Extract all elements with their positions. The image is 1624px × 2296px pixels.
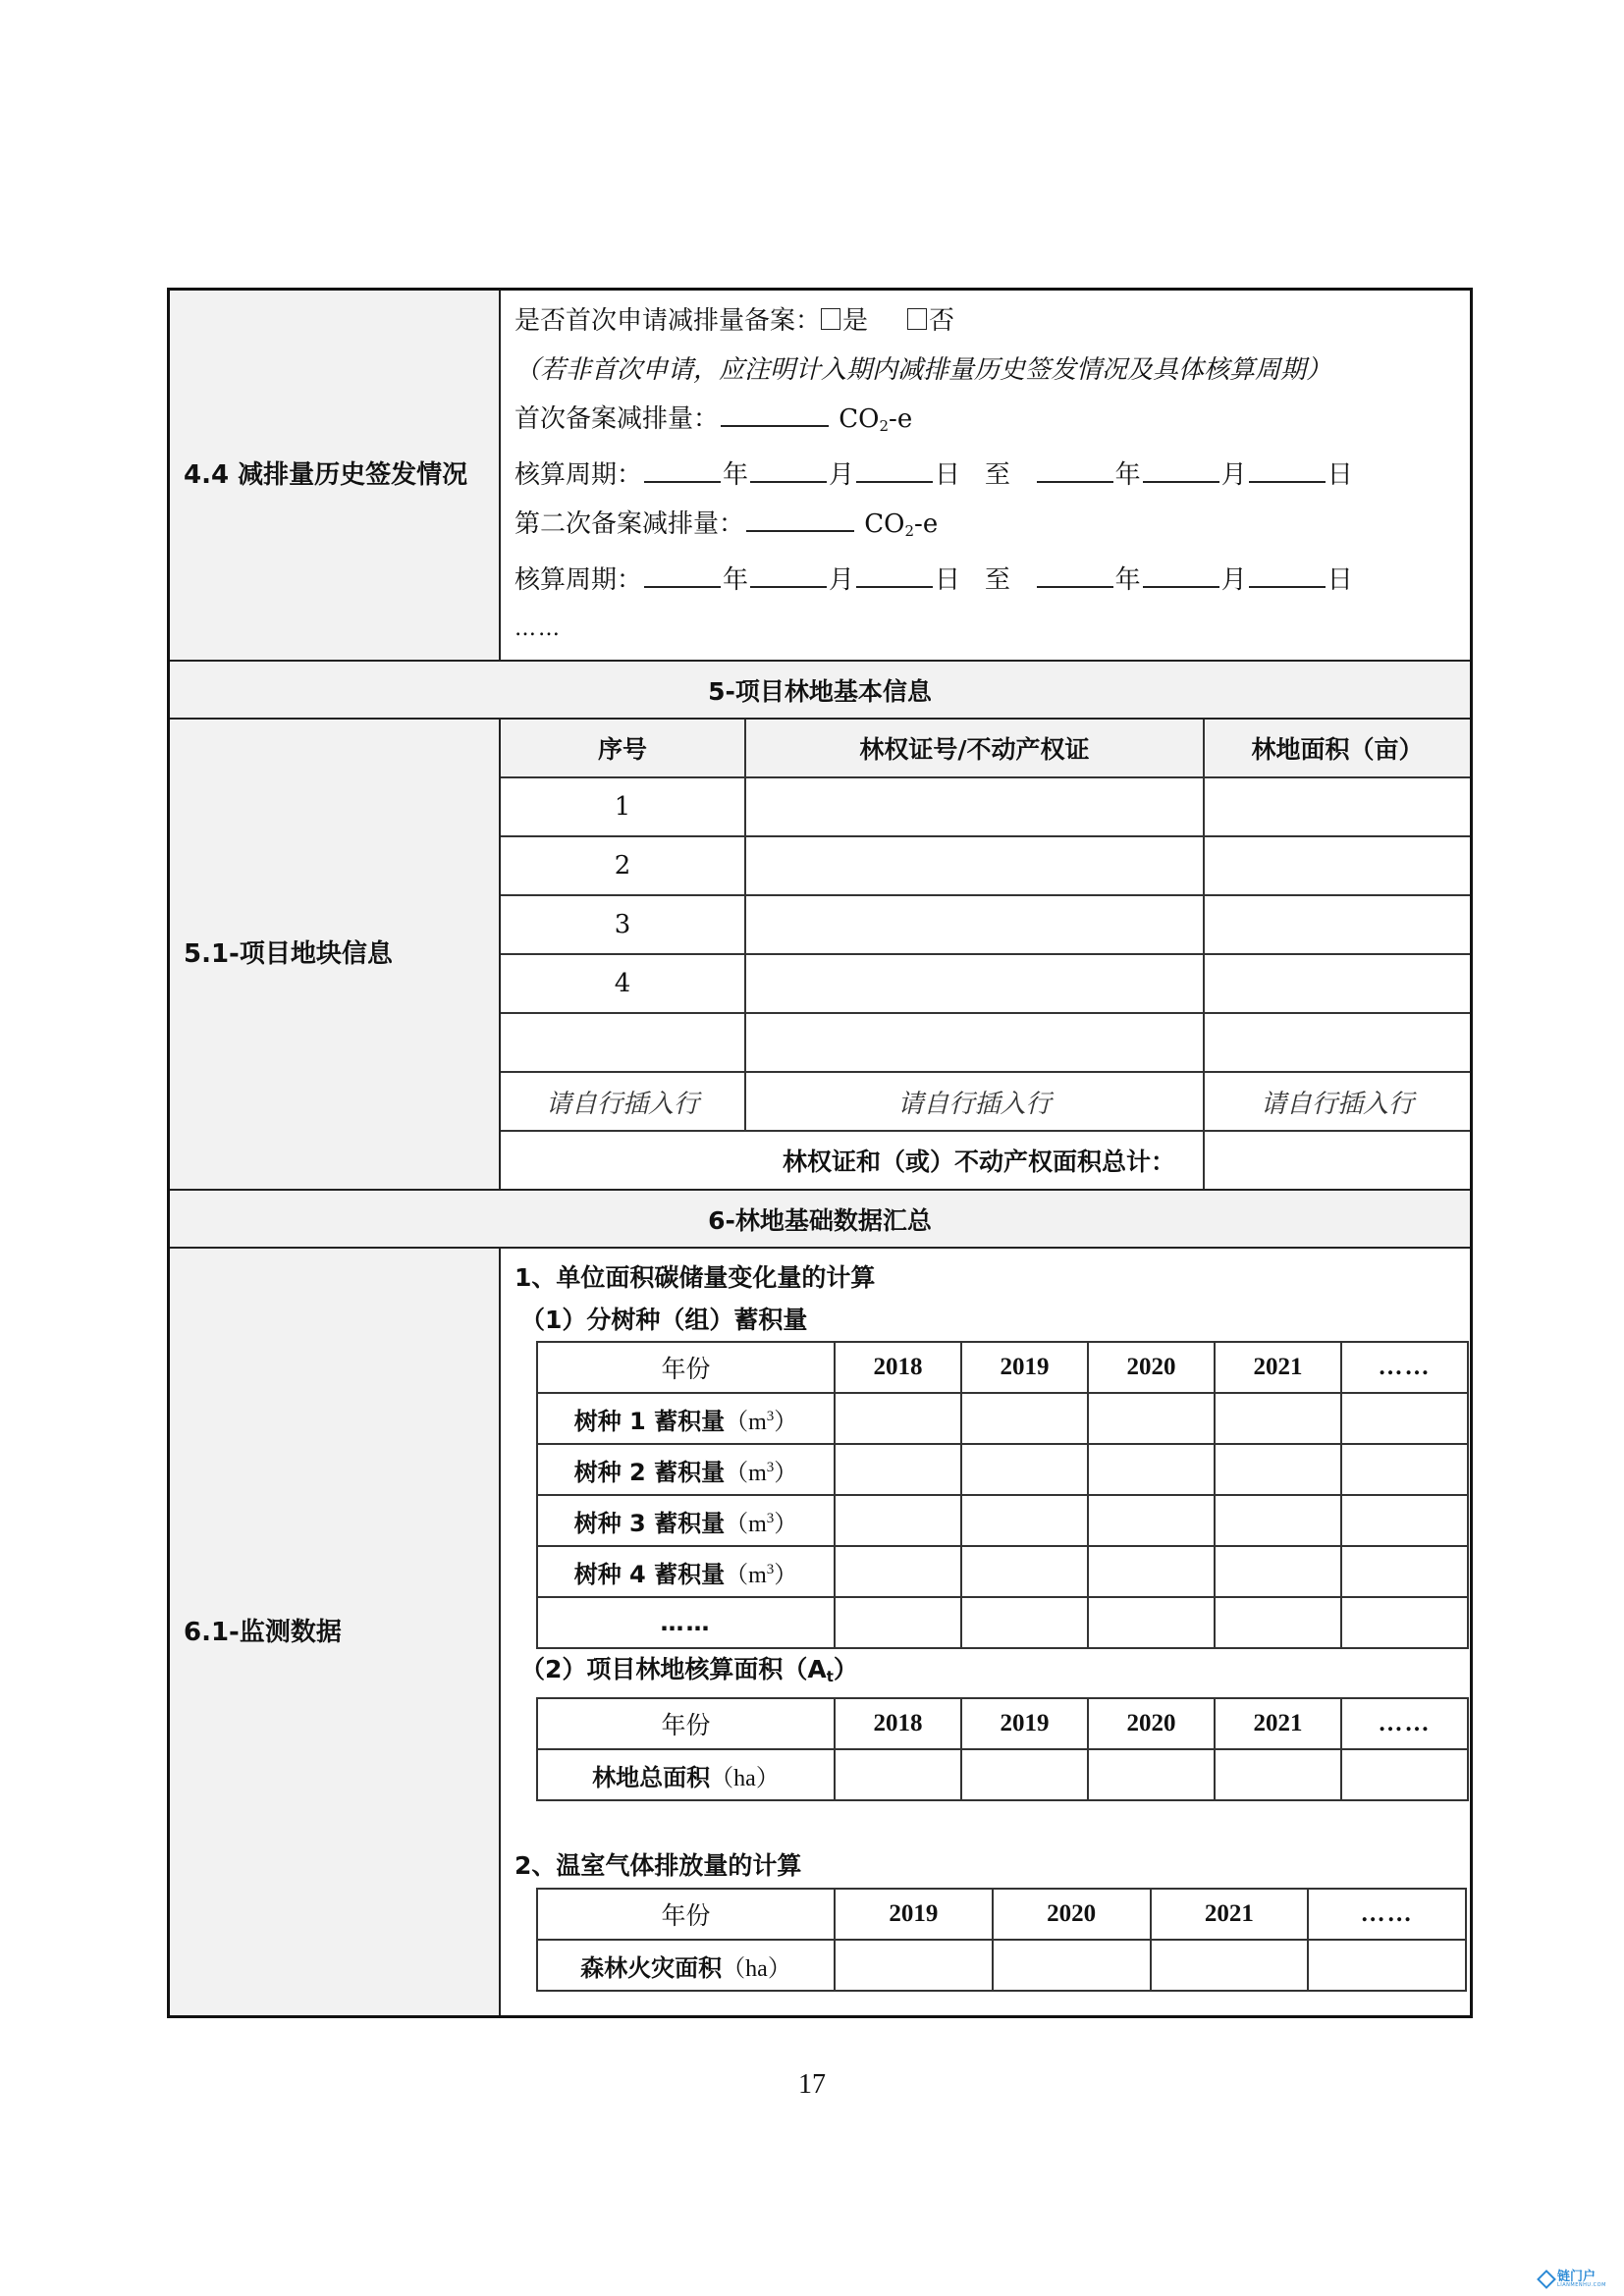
table-row [501,1013,1470,1072]
co2-unit: $CO_2-e$ [839,404,913,435]
watermark-logo-icon [1537,2269,1556,2289]
history-ellipsis: …… [514,616,562,641]
checkbox-yes[interactable] [821,308,840,330]
year-header-label: 年份 [537,1889,835,1940]
fire-area-label: 森林火灾面积（ha） [537,1940,835,1991]
value-cell[interactable] [1215,1444,1341,1495]
species-label: 树种 4 蓄积量$(m^3)$ [537,1546,835,1597]
row-index: 1 [501,777,745,836]
total-row [501,1131,1470,1189]
year-header: 2019 [835,1889,993,1940]
value-cell[interactable] [1341,1495,1468,1546]
watermark-url: LIANMENHU.COM [1557,2282,1606,2288]
value-cell[interactable] [961,1495,1088,1546]
table-row [537,1940,1466,1991]
value-cell[interactable] [1088,1393,1215,1444]
table-row [537,1393,1468,1444]
period-label: 核算周期： [514,565,643,595]
certificate-cell[interactable] [745,954,1204,1013]
value-cell[interactable] [1088,1597,1215,1648]
insert-hint: 请自行插入行 [501,1072,745,1131]
first-application-question: 是否首次申请减排量备案： [514,306,822,336]
year-header: 2020 [993,1889,1151,1940]
value-cell[interactable] [1088,1546,1215,1597]
stock-volume-table [536,1341,1469,1649]
first-record-label: 首次备案减排量： [514,404,720,434]
year-header: 2018 [835,1698,961,1749]
accounting-area-table [536,1697,1469,1801]
second-record-label: 第二次备案减排量： [514,509,745,539]
insert-hint: 请自行插入行 [745,1072,1204,1131]
area-cell[interactable] [1204,836,1470,895]
watermark-name: 链门户 [1557,2269,1597,2284]
table-row [501,777,1470,836]
value-cell[interactable] [835,1940,993,1991]
form-table [167,288,1473,2018]
start-month-blank[interactable] [750,454,827,483]
first-record-line [514,395,1456,451]
table-row [537,1444,1468,1495]
start-year-blank[interactable] [644,559,721,588]
year-header: 2018 [835,1342,961,1393]
total-value[interactable] [1204,1131,1470,1189]
checkbox-no[interactable] [907,308,927,330]
row-index: 2 [501,836,745,895]
column-header: 序号 [501,720,745,777]
value-cell[interactable] [1341,1546,1468,1597]
area-cell[interactable] [1204,895,1470,954]
fire-area-table [536,1888,1467,1992]
table-row [537,1495,1468,1546]
end-year-blank[interactable] [1037,559,1113,588]
value-cell[interactable] [961,1597,1088,1648]
column-header: 林地面积（亩） [1204,720,1470,777]
end-day-blank[interactable] [1249,559,1326,588]
year-header: 2019 [961,1342,1088,1393]
section-6-1-label: 6.1-监测数据 [169,1248,501,2017]
area-cell[interactable] [1204,954,1470,1013]
second-period-line: 核算周期： 年 月 日 至 年 月 日 [514,556,1456,605]
option-yes-label: 是 [842,306,869,336]
certificate-cell[interactable] [745,836,1204,895]
watermark [1540,2270,1606,2288]
first-period-line: 核算周期： 年 月 日 至 年 月 日 [514,451,1456,500]
start-month-blank[interactable] [750,559,827,588]
period-label: 核算周期： [514,460,643,490]
end-year-blank[interactable] [1037,454,1113,483]
value-cell[interactable] [961,1444,1088,1495]
year-header: …… [1341,1698,1468,1749]
part1-title: 1、单位面积碳储量变化量的计算 [514,1263,876,1292]
value-cell[interactable] [1341,1749,1468,1800]
year-header-label: 年份 [537,1342,835,1393]
year-header: 2021 [1215,1698,1341,1749]
row-index: 4 [501,954,745,1013]
certificate-cell[interactable] [745,895,1204,954]
species-label: …… [537,1597,835,1648]
table-row [501,954,1470,1013]
year-header-row [537,1698,1468,1749]
value-cell[interactable] [1151,1940,1309,1991]
value-cell[interactable] [1308,1940,1466,1991]
total-label: 林权证和（或）不动产权面积总计： [501,1131,1204,1189]
part2-title: 2、温室气体排放量的计算 [514,1851,802,1880]
end-month-blank[interactable] [1143,454,1219,483]
section-5-header: 5-项目林地基本信息 [169,661,1472,719]
end-day-blank[interactable] [1249,454,1326,483]
year-header-row [537,1342,1468,1393]
value-cell[interactable] [835,1444,961,1495]
table-row [537,1749,1468,1800]
table-row [537,1546,1468,1597]
history-note: （若非首次申请，应注明计入期内减排量历史签发情况及具体核算周期） [514,355,1332,385]
value-cell[interactable] [1341,1597,1468,1648]
year-header-row [537,1889,1466,1940]
area-cell[interactable] [1204,777,1470,836]
option-no-label: 否 [929,306,955,336]
value-cell[interactable] [1088,1495,1215,1546]
species-label: 树种 2 蓄积量$(m^3)$ [537,1444,835,1495]
insert-row-hint [501,1072,1470,1131]
year-header: …… [1308,1889,1466,1940]
value-cell[interactable] [993,1940,1151,1991]
sub2-title: （2）项目林地核算面积$(A_t)$ [520,1655,858,1685]
row-index[interactable] [501,1013,745,1072]
page-number: 17 [798,2069,826,2100]
second-record-blank[interactable] [746,503,854,532]
monitoring-cell [500,1248,1472,2017]
value-cell[interactable] [1215,1495,1341,1546]
second-record-line [514,500,1456,556]
start-day-blank[interactable] [856,559,933,588]
end-month-blank[interactable] [1143,559,1219,588]
row-index: 3 [501,895,745,954]
start-day-blank[interactable] [856,454,933,483]
table-row [501,895,1470,954]
value-cell[interactable] [1215,1597,1341,1648]
value-cell[interactable] [835,1495,961,1546]
sub1-title: （1）分树种（组）蓄积量 [520,1306,808,1334]
year-header: 2019 [961,1698,1088,1749]
value-cell[interactable] [835,1749,961,1800]
value-cell[interactable] [1088,1749,1215,1800]
value-cell[interactable] [1341,1444,1468,1495]
year-header: 2020 [1088,1342,1215,1393]
plot-info-table [501,720,1470,1189]
first-application-line [514,296,1456,346]
insert-hint: 请自行插入行 [1204,1072,1470,1131]
value-cell[interactable] [835,1597,961,1648]
value-cell[interactable] [1215,1393,1341,1444]
section-6-header: 6-林地基础数据汇总 [169,1190,1472,1248]
first-record-blank[interactable] [721,398,829,427]
section-4-4-label: 4.4 减排量历史签发情况 [169,290,501,662]
year-header: 2020 [1088,1698,1215,1749]
plot-info-cell [500,719,1472,1190]
year-header: 2021 [1215,1342,1341,1393]
co2-unit: $CO_2-e$ [864,509,939,540]
value-cell[interactable] [961,1749,1088,1800]
year-header: 2021 [1151,1889,1309,1940]
species-label: 树种 1 蓄积量$(m^3)$ [537,1393,835,1444]
plot-table-header [501,720,1470,777]
year-header-label: 年份 [537,1698,835,1749]
value-cell[interactable] [1215,1546,1341,1597]
table-row [537,1597,1468,1648]
value-cell[interactable] [1088,1444,1215,1495]
section-5-1-label: 5.1-项目地块信息 [169,719,501,1190]
row-4-4 [169,290,1472,662]
value-cell[interactable] [1215,1749,1341,1800]
species-label: 树种 3 蓄积量$(m^3)$ [537,1495,835,1546]
value-cell[interactable] [961,1546,1088,1597]
area-cell[interactable] [1204,1013,1470,1072]
certificate-cell[interactable] [745,777,1204,836]
certificate-cell[interactable] [745,1013,1204,1072]
table-row [501,836,1470,895]
value-cell[interactable] [835,1393,961,1444]
start-year-blank[interactable] [644,454,721,483]
total-forest-area-label: 林地总面积（ha） [537,1749,835,1800]
column-header: 林权证号/不动产权证 [745,720,1204,777]
year-header: …… [1341,1342,1468,1393]
history-cell [500,290,1472,662]
value-cell[interactable] [1341,1393,1468,1444]
value-cell[interactable] [835,1546,961,1597]
value-cell[interactable] [961,1393,1088,1444]
